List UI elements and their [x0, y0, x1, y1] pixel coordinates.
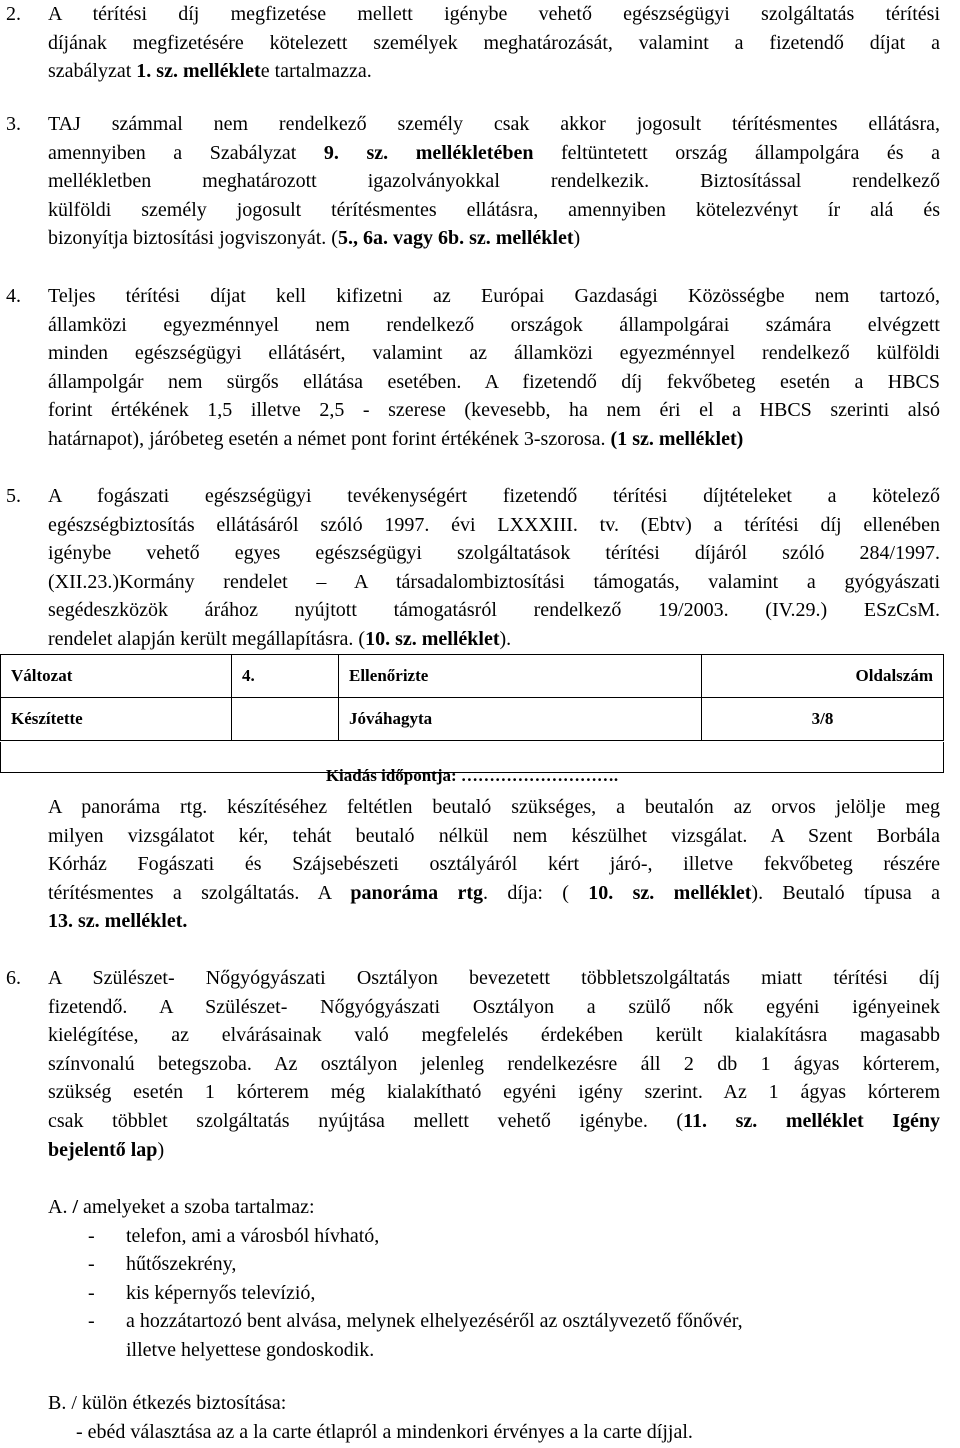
text-line [48, 224, 940, 253]
text-span: rendelet alapján került megállapításra. ( [48, 627, 366, 650]
text-line [48, 879, 940, 908]
text-line: államközi egyezménnyel nem rendelkező országok állampolgárai számára elvégzett [48, 313, 940, 336]
text-line [48, 1136, 940, 1165]
list-item [48, 1222, 940, 1251]
list-b [48, 1389, 940, 1446]
text-line: külföldi személy jogosult térítésmentes ellátásra, amennyiben kötelezvényt ír alá és [48, 198, 940, 221]
text-span: amennyiben a Szabályzat [48, 141, 324, 164]
bold-reference: bejelentő lap [48, 1138, 158, 1161]
list-item-continuation [48, 1336, 940, 1365]
paragraph-number: 4. [6, 285, 21, 307]
text-line: állampolgár nem sürgős ellátása esetében. A fizetendő díj fekvőbeteg esetén a HBCS [48, 370, 940, 393]
text-line: A panoráma rtg. készítéséhez feltétlen beutaló szükséges, a beutalón az orvos jelölje meg [48, 796, 940, 818]
text-span: amelyeket a szoba tartalmaz: [78, 1196, 315, 1218]
text-span: szabályzat [48, 60, 137, 83]
valtozat-value: 4. [232, 655, 339, 698]
text-line [48, 907, 940, 936]
text-span: . díja: ( [483, 881, 589, 904]
bold-slash: / [72, 1196, 79, 1218]
text-line: mellékletben meghatározott igazolványokkal rendelkezik. Biztosítással rendelkező [48, 170, 940, 193]
list-b-heading: B. / külön étkezés biztosítása: [48, 1392, 287, 1414]
footer-row [1, 655, 944, 698]
text-line: díjának megfizetésére kötelezett személyek meghatározását, valamint a fizetendő díjat a [48, 31, 940, 54]
paragraph-number: 6. [6, 967, 21, 989]
text-span: csak többlet szolgáltatás nyújtása mellett vehető igénybe. ( [48, 1109, 684, 1132]
paragraph-number: 3. [6, 113, 21, 135]
text-line: kielégítése, az elvárásainak való megfelelés érdekében került kialakításra magasabb [48, 1024, 940, 1047]
ellenorizte-label: Ellenőrizte [339, 655, 702, 698]
text-line: Teljes térítési díjat kell kifizetni az Európai Gazdasági Közösségbe nem tartozó, [48, 285, 940, 307]
text-line: A Szülészet- Nőgyógyászati Osztályon bevezetett többletszolgáltatás miatt térítési díj [48, 967, 940, 989]
text-line: A fogászati egészségügyi tevékenységért fizetendő térítési díjtételeket a kötelező [48, 485, 940, 507]
list-item [48, 1279, 940, 1308]
bold-reference: 13. sz. melléklet. [48, 910, 188, 933]
bold-reference: 11. sz. melléklet Igény [683, 1109, 940, 1132]
text-line: forint értékének 1,5 illetve 2,5 - szerese (kevesebb, ha nem éri el a HBCS szerinti alsó [48, 399, 940, 422]
text-line [48, 139, 940, 168]
bold-reference: (1 sz. melléklet) [610, 427, 744, 450]
page-number: 3/8 [702, 698, 944, 741]
text-span: határnapot), járóbeteg esetén a német pont forint értékének 3-szorosa. [48, 427, 611, 450]
text-line: színvonalú betegszoba. Az osztályon jelenleg rendelkezésre áll 2 db 1 ágyas kórterem, [48, 1052, 940, 1075]
list-item [48, 1307, 940, 1336]
footer-row [1, 698, 944, 741]
bold-reference: 9. sz. mellékletében [323, 141, 534, 164]
paragraph-number: 5. [6, 485, 21, 507]
keszitette-value [232, 698, 339, 741]
text-line: segédeszközök árához nyújtott támogatásról rendelkező 19/2003. (IV.29.) ESzCsM. [48, 599, 940, 622]
list-a [48, 1193, 940, 1365]
list-dash: - [88, 1281, 95, 1304]
text-line: milyen vizsgálatot kér, tehát beutaló nélkül nem készülhet vizsgálat. A Szent Borbála [48, 824, 940, 847]
text-line: minden egészségügyi ellátásért, valamint az államközi egyezménnyel rendelkező külföldi [48, 342, 940, 365]
kiadas-datum: Kiadás időpontja: ………………………. [325, 766, 619, 785]
list-item-text: telefon, ami a városból hívható, [126, 1224, 380, 1247]
list-dash: - [88, 1224, 95, 1247]
text-line [48, 425, 940, 454]
list-item-text: illetve helyettese gondoskodik. [126, 1338, 375, 1361]
list-item-text: hűtőszekrény, [126, 1253, 237, 1276]
bold-reference: 10. sz. melléklet [588, 881, 752, 904]
list-item-text: kis képernyős televízió, [126, 1281, 316, 1304]
list-item: - ebéd választása az a la carte étlapról a mindenkori érvényes a la carte díjjal. [76, 1420, 693, 1443]
text-line [48, 1107, 940, 1136]
list-dash: - [88, 1253, 95, 1276]
bold-reference: panoráma rtg [350, 881, 484, 904]
text-span: feltüntetett ország állampolgára és a [533, 141, 941, 164]
text-line: szükség esetén 1 kórterem még kialakítható egyéni igény szerint. Az 1 ágyas kórterem [48, 1081, 940, 1104]
valtozat-label: Változat [1, 655, 232, 698]
jovahagyta-label: Jóváhagyta [339, 698, 702, 741]
text-line: TAJ számmal nem rendelkező személy csak akkor jogosult térítésmentes ellátásra, [48, 113, 940, 135]
text-span: ). Beutaló típusa a [751, 881, 940, 904]
text-line: egészségbiztosítás ellátásáról szóló 1997. évi LXXXIII. tv. (Ebtv) a térítési díj ellenében [48, 513, 940, 536]
text-span: ) [573, 227, 581, 250]
document-footer-table [0, 654, 944, 741]
text-line [48, 57, 940, 86]
oldalszam-label: Oldalszám [702, 655, 944, 698]
text-span: A. [48, 1196, 73, 1218]
text-line: (XII.23.)Kormány rendelet – A társadalombiztosítási támogatás, valamint a gyógyászati [48, 570, 940, 593]
text-span: térítésmentes a szolgáltatás. A [48, 881, 351, 904]
keszitette-label: Készítette [1, 698, 232, 741]
text-span: e tartalmazza. [260, 60, 372, 83]
text-line [48, 625, 940, 654]
text-line: igénybe vehető egyes egészségügyi szolgáltatások térítési díjáról szóló 284/1997. [48, 542, 940, 565]
bold-reference: 5., 6a. vagy 6b. sz. melléklet [337, 227, 574, 250]
text-line: A térítési díj megfizetése mellett igénybe vehető egészségügyi szolgáltatás térítési [48, 3, 940, 25]
text-span: ) [157, 1138, 165, 1161]
text-line: Kórház Fogászati és Szájsebészeti osztályáról kért járó-, illetve fekvőbeteg részére [48, 853, 940, 876]
list-item [48, 1250, 940, 1279]
bold-reference: 1. sz. melléklet [136, 60, 261, 83]
list-dash: - [88, 1310, 95, 1333]
list-item-text: a hozzátartozó bent alvása, melynek elhelyezéséről az osztályvezető főnővér, [126, 1310, 743, 1333]
text-line: fizetendő. A Szülészet- Nőgyógyászati Osztályon a szülő nők egyéni igényeinek [48, 995, 940, 1018]
list-a-heading [48, 1193, 940, 1222]
text-span: bizonyítja biztosítási jogviszonyát. ( [48, 227, 338, 250]
paragraph-number: 2. [6, 3, 21, 25]
bold-reference: 10. sz. melléklet [365, 627, 500, 650]
text-span: ). [499, 627, 512, 650]
